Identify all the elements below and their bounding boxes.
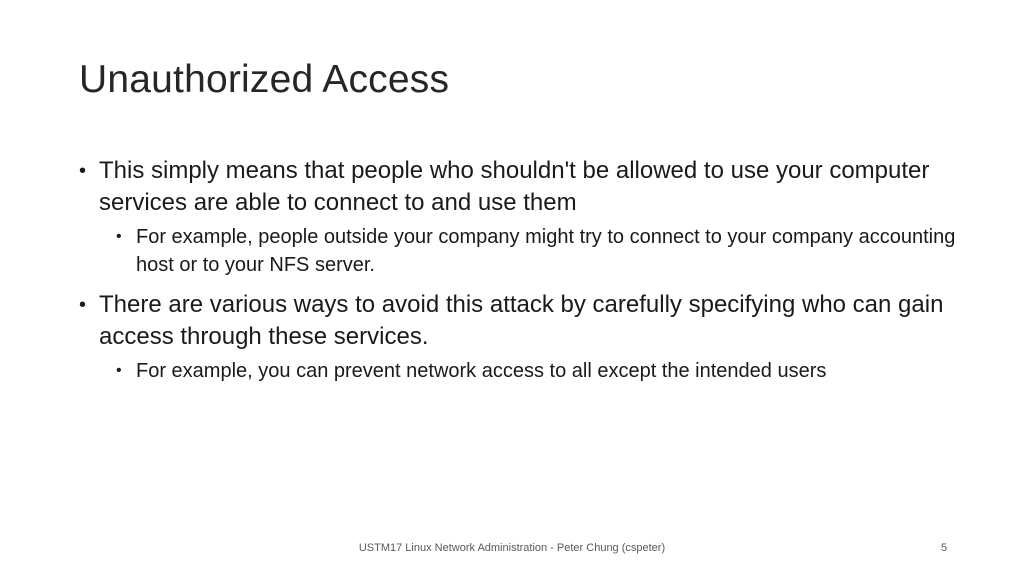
bullet-icon: • <box>116 362 122 379</box>
slide-content <box>79 155 959 395</box>
sub-bullet-text: For example, you can prevent network access to all except the intended users <box>136 360 827 382</box>
slide-footer: USTM17 Linux Network Administration - Peter Chung (cspeter) <box>358 542 666 554</box>
bullet-icon: • <box>79 294 87 316</box>
bullet-text: This simply means that people who shouldn't be allowed to use your computer services are able to connect to and use them <box>99 157 930 216</box>
bullet-icon: • <box>79 160 87 182</box>
bullet-icon: • <box>116 228 122 245</box>
page-number: 5 <box>940 542 948 554</box>
sub-bullet-point <box>79 357 959 385</box>
bullet-text: There are various ways to avoid this attack by carefully specifying who can gain access through these services. <box>99 291 944 350</box>
sub-bullet-point <box>79 223 959 279</box>
bullet-point <box>79 155 959 219</box>
bullet-point <box>79 289 959 353</box>
sub-bullet-text: For example, people outside your company might try to connect to your company accounting host or to your NFS server. <box>136 226 956 276</box>
slide-title: Unauthorized Access <box>79 58 450 101</box>
